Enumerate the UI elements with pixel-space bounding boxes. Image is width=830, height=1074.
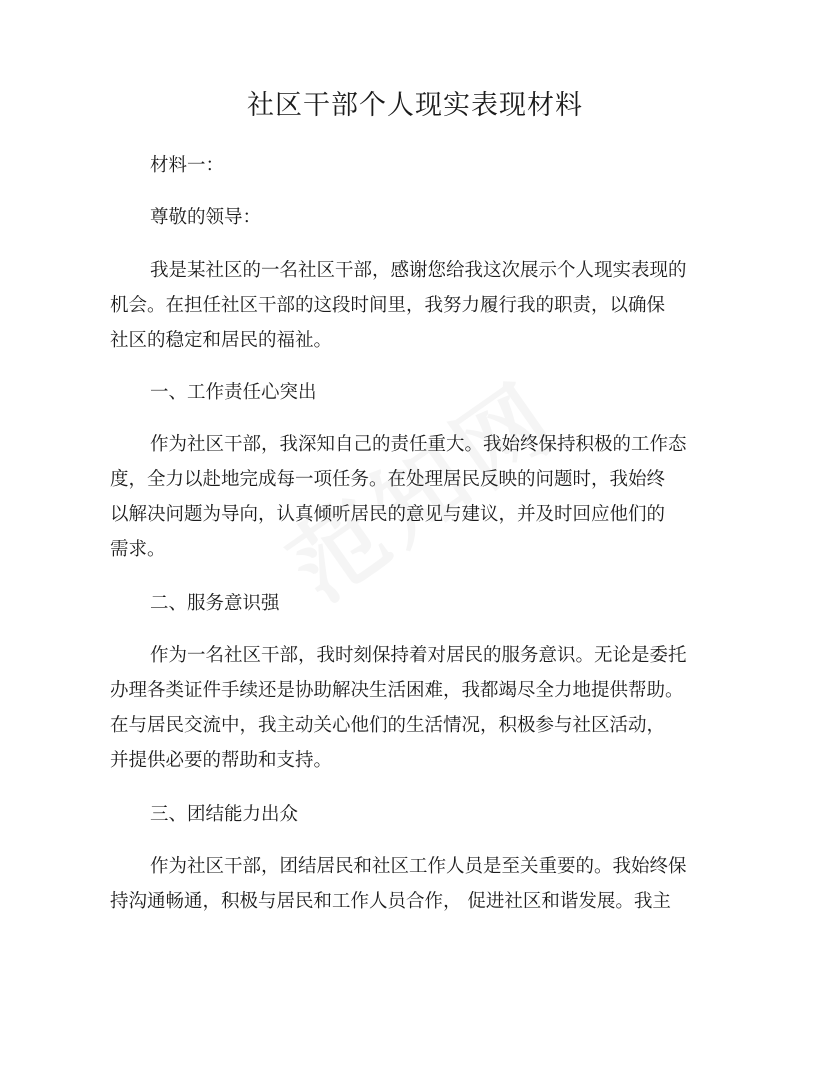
paragraph-line: 社区的稳定和居民的福祉。 [110,330,333,351]
intro-paragraph [110,253,687,358]
paragraph-line: 作为一名社区干部，我时刻保持着对居民的服务意识。无论是委托 [150,645,687,666]
section-heading-text: 二、服务意识强 [150,593,280,614]
paragraph-line: 我是某社区的一名社区干部，感谢您给我这次展示个人现实表现的 [150,260,687,281]
material-label-text: 材料一： [150,155,225,176]
section-paragraph-2 [110,638,687,778]
section-heading-text: 一、工作责任心突出 [150,382,317,403]
salutation [110,200,261,235]
paragraph-line: 办理各类证件手续还是协助解决生活困难，我都竭尽全力地提供帮助。 [110,680,684,701]
salutation-text: 尊敬的领导： [150,207,262,228]
paragraph-line: 作为社区干部，我深知自己的责任重大。我始终保持积极的工作态 [150,434,687,455]
section-heading-3 [110,797,298,832]
paragraph-line: 并提供必要的帮助和支持。 [110,750,333,771]
paragraph-line: 度，全力以赴地完成每一项任务。在处理居民反映的问题时，我始终 [110,469,666,490]
paragraph-line: 作为社区干部，团结居民和社区工作人员是至关重要的。我始终保 [150,856,687,877]
material-label [110,148,224,183]
document-title: 社区干部个人现实表现材料 [247,90,583,121]
paragraph-line: 持沟通畅通，积极与居民和工作人员合作， 促进社区和谐发展。我主 [110,891,671,912]
paragraph-line: 机会。在担任社区干部的这段时间里，我努力履行我的职责，以确保 [110,295,666,316]
section-heading-text: 三、团结能力出众 [150,804,299,825]
paragraph-line: 以解决问题为导向，认真倾听居民的意见与建议，并及时回应他们的 [110,504,666,525]
paragraph-line: 在与居民交流中，我主动关心他们的生活情况，积极参与社区活动， [110,715,666,736]
section-heading-2 [110,586,280,621]
section-paragraph-1 [110,427,687,567]
paragraph-line: 需求。 [110,539,166,560]
section-heading-1 [110,375,317,410]
section-paragraph-3 [110,849,687,919]
